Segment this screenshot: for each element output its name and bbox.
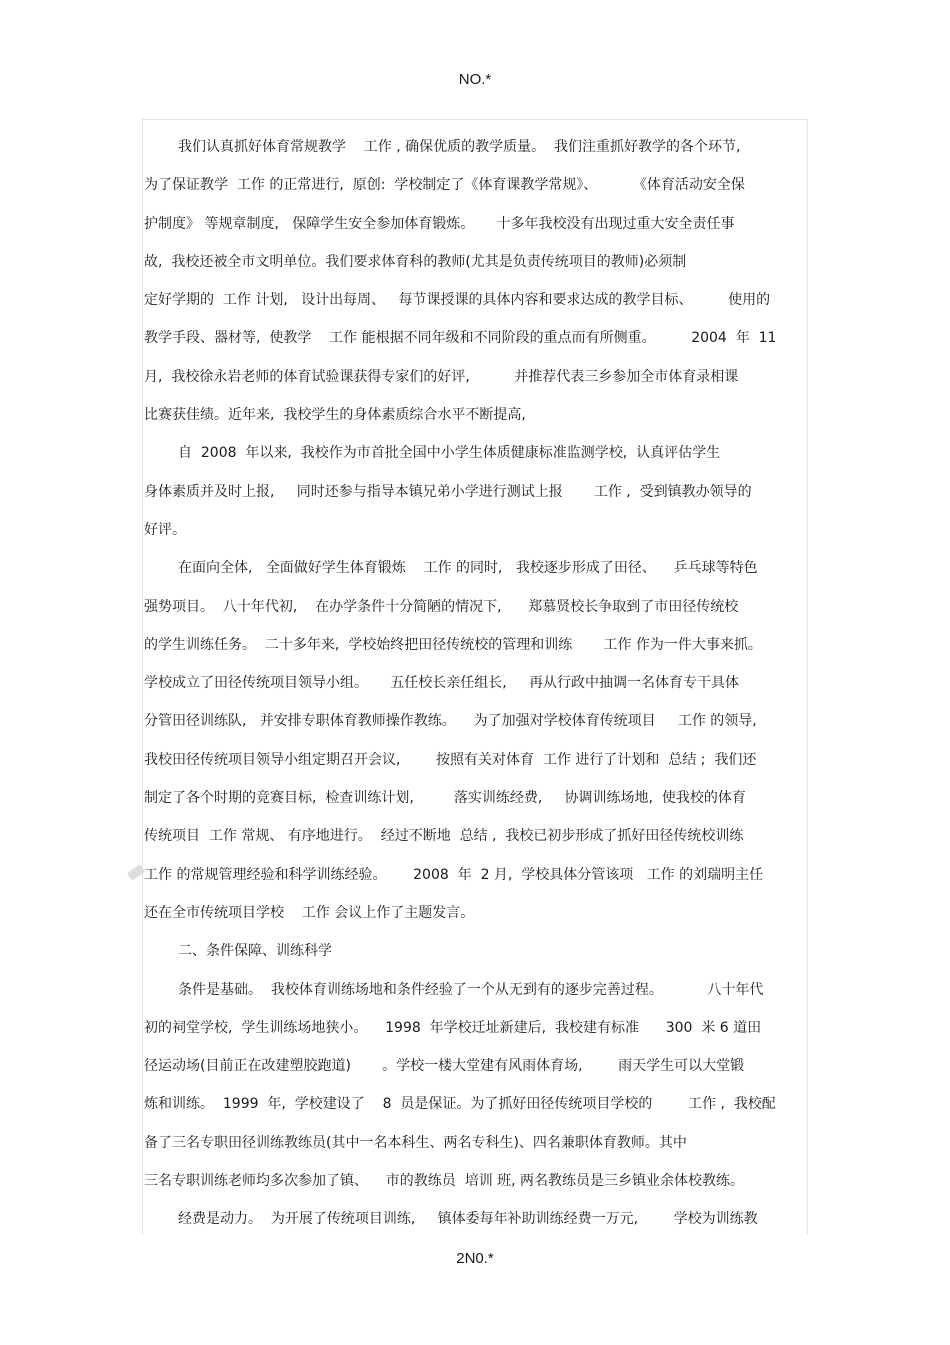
text-line: 传统项目 工作 常规、 有序地进行。 经过不断地 总结 , 我校已初步形成了抓好田径传统校训练: [144, 828, 744, 845]
text-line: 在面向全体, 全面做好学生体育锻炼 工作 的同时, 我校逐步形成了田径、 乒乓球等特色: [178, 560, 758, 577]
page-header: NO.*: [458, 71, 492, 88]
text-line: 我们认真抓好体育常规教学 工作 , 确保优质的教学质量。 我们注重抓好教学的各个环节,: [178, 139, 741, 155]
text-line: 护制度》 等规章制度, 保障学生安全参加体育锻炼。 十多年我校没有出现过重大安全责任事: [144, 215, 735, 232]
text-line: 教学手段、器材等, 使教学 工作 能根据不同年级和不同阶段的重点而有所侧重。 2004 年 11: [144, 330, 777, 347]
text-line: 故, 我校还被全市文明单位。我们要求体育科的教师(尤其是负责传统项目的教师)必须制: [144, 253, 687, 270]
text-line: 还在全市传统项目学校 工作 会议上作了主题发言。: [144, 904, 475, 921]
page-footer: 2N0.*: [456, 1250, 494, 1267]
text-line: 工作 的常规管理经验和科学训练经验。 2008 年 2 月, 学校具体分管该项 工作 的刘瑞明主任: [144, 866, 764, 883]
text-line: 我校田径传统项目领导小组定期召开会议, 按照有关对体育 工作 进行了计划和 总结 ; 我们还: [144, 751, 757, 768]
text-line: 月, 我校徐永岩老师的体育试验课获得专家们的好评, 并推荐代表三乡参加全市体育录相课: [144, 368, 739, 385]
text-line: 定好学期的 工作 计划, 设计出每周、 每节课授课的具体内容和要求达成的教学目标、 使用的: [144, 292, 771, 309]
text-line: 径运动场(目前正在改建塑胶跑道) 。学校一楼大堂建有风雨体育场, 雨天学生可以大堂锻: [144, 1058, 745, 1075]
text-line: 经费是动力。 为开展了传统项目训练, 镇体委每年补助训练经费一万元, 学校为训练教: [178, 1211, 758, 1228]
text-line: 备了三名专职田径训练教练员(其中一名本科生、两名专科生)、四名兼职体育教师。其中: [144, 1134, 687, 1151]
text-line: 三名专职训练老师均多次参加了镇、 市的教练员 培训 班, 两名教练员是三乡镇业余体校教练。: [144, 1173, 745, 1190]
text-line: 条件是基础。 我校体育训练场地和条件经验了一个从无到有的逐步完善过程。 八十年代: [178, 981, 764, 998]
text-line: 身体素质并及时上报, 同时还参与指导本镇兄弟小学进行测试上报 工作 , 受到镇教办领导的: [144, 483, 752, 500]
document-body: [144, 128, 808, 1239]
text-line: 为了保证教学 工作 的正常进行, 原创: 学校制定了《体育课教学常规》、 《体育活动安全保: [144, 177, 745, 194]
text-line: 学校成立了田径传统项目领导小组。 五任校长亲任组长, 再从行政中抽调一名体育专干具体: [144, 675, 739, 692]
text-line: 分管田径训练队, 并安排专职体育教师操作教练。 为了加强对学校体育传统项目 工作 的领导,: [144, 713, 757, 730]
text-line: 自 2008 年以来, 我校作为市首批全国中小学生体质健康标准监测学校, 认真评估学生: [178, 445, 721, 462]
text-line: 制定了各个时期的竞赛目标, 检查训练计划, 落实训练经费, 协调训练场地, 使我校的体育: [144, 790, 746, 807]
text-line: 炼和训练。 1999 年, 学校建设了 8 员是保证。为了抓好田径传统项目学校的 工作 , 我校配: [144, 1096, 776, 1113]
text-line: 比赛获佳绩。近年来, 我校学生的身体素质综合水平不断提高,: [144, 407, 526, 424]
text-line: 强势项目。 八十年代初, 在办学条件十分简陋的情况下, 郑慕贤校长争取到了市田径传统校: [144, 598, 739, 615]
section-heading: 二、条件保障、训练科学: [178, 943, 332, 960]
text-line: 好评。: [144, 521, 186, 538]
text-line: 的学生训练任务。 二十多年来, 学校始终把田径传统校的管理和训练 工作 作为一件大事来抓。: [144, 636, 762, 653]
text-line: 初的祠堂学校, 学生训练场地狭小。 1998 年学校迁址新建后, 我校建有标准 300 米 6 道田: [144, 1019, 762, 1036]
